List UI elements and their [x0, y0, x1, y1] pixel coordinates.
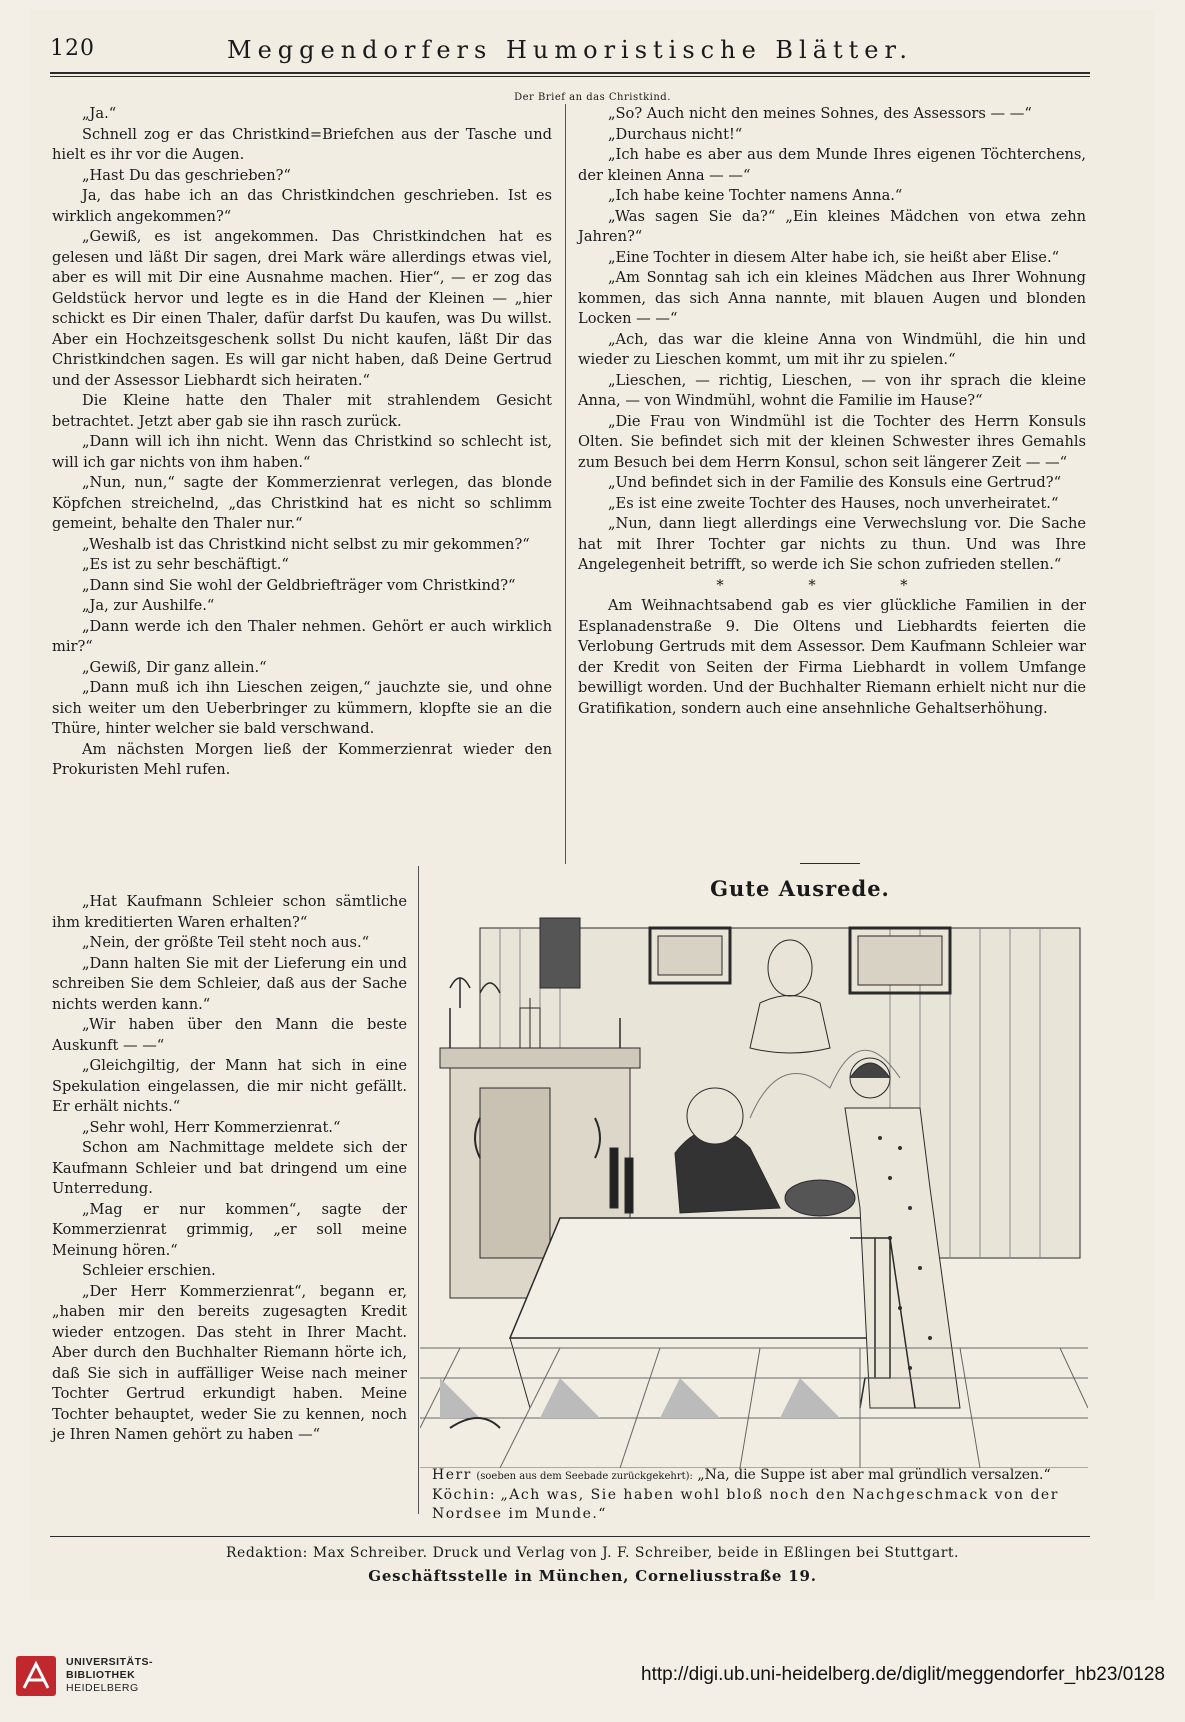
paragraph: „Durchaus nicht!“	[608, 125, 743, 143]
footer-office: Geschäftsstelle in München, Corneliusstraße 19.	[368, 1567, 817, 1585]
library-name	[66, 1656, 153, 1695]
paragraph: „Weshalb ist das Christkind nicht selbst zu mir gekommen?“	[82, 535, 530, 553]
paragraph: „Sehr wohl, Herr Kommerzienrat.“	[82, 1118, 341, 1136]
library-bar	[0, 1640, 1185, 1722]
paragraph: „Nun, dann liegt allerdings eine Verwechslung vor. Die Sache hat mit Ihrer Tochter gar nichts zu thun. Und was Ihre Angelegenheit betrifft, so werde ich Sie schon zufrieden stellen.“	[578, 515, 1086, 573]
paragraph: „Hast Du das geschrieben?“	[82, 166, 291, 184]
paragraph: Schnell zog er das Christkind=Briefchen aus der Tasche und hielt es ihr vor die Augen.	[52, 125, 552, 163]
section-break-stars: * * *	[716, 576, 948, 594]
paragraph: Schon am Nachmittage meldete sich der Kaufmann Schleier und bat dringend um eine Unterredung.	[52, 1139, 407, 1197]
paragraph: „Dann halten Sie mit der Lieferung ein und schreiben Sie dem Schleier, daß aus der Sache nichts werden kann.“	[52, 954, 407, 1013]
paragraph: „Die Frau von Windmühl ist die Tochter des Herrn Konsuls Olten. Sie befindet sich mit der kleinen Schwester ihres Gemahls zum Besuch bei dem Herrn Konsul, schon seit längerer Zeit — —“	[578, 412, 1086, 471]
paragraph: „Ich habe es aber aus dem Munde Ihres eigenen Töchterchens, der kleinen Anna — —“	[578, 146, 1086, 184]
library-name-line-1: UNIVERSITÄTS-	[66, 1656, 154, 1668]
text-column-left-lower	[52, 892, 407, 1446]
column-separator-lower	[418, 866, 419, 1514]
closing-paragraph: Am Weihnachtsabend gab es vier glückliche Familien in der Esplanadenstraße 9. Die Oltens und Liebhardts feierten die Verlobung Gertruds mit dem Assessor. Dem Kaufmann Schleier war der Kredit von Seiten der Firma Liebhardt in vollem Umfange bewilligt worden. Und der Buchhalter Riemann erhielt nicht nur die Gratifikation, sondern auch eine ansehnliche Gehaltserhöhung.	[578, 597, 1086, 717]
caption-text-2: „Ach was, Sie haben wohl bloß noch den Nachgeschmack von der Nordsee im Munde.“	[432, 1487, 1059, 1522]
column-separator	[565, 104, 566, 864]
header-rule-top	[50, 72, 1090, 74]
paragraph: „Ja.“	[82, 105, 117, 122]
paragraph: „Dann sind Sie wohl der Geldbriefträger vom Christkind?“	[82, 576, 516, 594]
cartoon-illustration	[420, 908, 1088, 1468]
library-logo-icon	[14, 1654, 58, 1698]
text-column-left	[52, 104, 552, 781]
paragraph: „Dann muß ich ihn Lieschen zeigen,“ jauchzte sie, und ohne sich weiter um den Ueberbringer zu kümmern, klopfte sie an die Thüre, hinter welcher sie bald verschwand.	[52, 679, 552, 737]
permalink-url[interactable]: http://digi.ub.uni-heidelberg.de/diglit/meggendorfer_hb23/0128	[641, 1664, 1165, 1685]
header-rule-bottom	[50, 76, 1090, 77]
paragraph: „Gewiß, es ist angekommen. Das Christkindchen hat es gelesen und läßt Dir sagen, drei Mark wäre allerdings etwas viel, aber es will mit Dir eine Ausnahme machen. Hier“, — er zog das Geldstück hervor und legte es in die Hand der Kleinen — „hier schickt es Dir einen Thaler, dafür darfst Du kaufen, was Du willst. Aber ein Hochzeitsgeschenk sollst Du nicht kaufen, läßt Dir das Christkindchen sagen. Es will gar nicht haben, daß Deine Gertrud und der Assessor Liebhardt sich heiraten.“	[52, 228, 552, 389]
paragraph: „So? Auch nicht den meines Sohnes, des Assessors — —“	[608, 105, 1032, 122]
paragraph: „Es ist eine zweite Tochter des Hauses, noch unverheiratet.“	[608, 494, 1059, 512]
caption-line-2	[432, 1486, 1084, 1524]
paragraph: „Dann will ich ihn nicht. Wenn das Christkind so schlecht ist, will ich gar nichts von ihm haben.“	[52, 433, 552, 471]
paragraph: „Hat Kaufmann Schleier schon sämtliche ihm kreditierten Waren erhalten?“	[52, 893, 407, 931]
page-number: 120	[50, 36, 95, 61]
caption-text-1: „Na, die Suppe ist aber mal gründlich versalzen.“	[697, 1467, 1051, 1483]
paragraph: „Eine Tochter in diesem Alter habe ich, sie heißt aber Elise.“	[608, 248, 1060, 266]
library-name-line-3: HEIDELBERG	[66, 1682, 139, 1694]
caption-note-1: (soeben aus dem Seebade zurückgekehrt):	[476, 1471, 693, 1482]
text-column-right	[578, 104, 1086, 719]
cartoon-title: Gute Ausrede.	[710, 876, 890, 901]
paragraph: „Wir haben über den Mann die beste Auskunft — —“	[52, 1016, 407, 1054]
paragraph: „Am Sonntag sah ich ein kleines Mädchen aus Ihrer Wohnung kommen, das sich Anna nannte, mit blauen Augen und blonden Locken — —“	[578, 269, 1086, 327]
paragraph: Ja, das habe ich an das Christkindchen geschrieben. Ist es wirklich angekommen?“	[52, 187, 552, 225]
cartoon-rule	[800, 863, 860, 864]
paragraph: Die Kleine hatte den Thaler mit strahlendem Gesicht betrachtet. Jetzt aber gab sie ihn rasch zurück.	[52, 392, 552, 430]
paragraph: „Lieschen, — richtig, Lieschen, — von ihr sprach die kleine Anna, — von Windmühl, wohnt die Familie im Hause?“	[578, 371, 1086, 409]
running-header	[50, 36, 1090, 76]
paragraph: „Und befindet sich in der Familie des Konsuls eine Gertrud?“	[608, 474, 1062, 491]
library-name-line-2: BIBLIOTHEK	[66, 1669, 136, 1681]
paragraph: „Ich habe keine Tochter namens Anna.“	[608, 187, 903, 204]
paragraph: „Ach, das war die kleine Anna von Windmühl, die hin und wieder zu Lieschen kommt, um mit ihr zu spielen.“	[578, 330, 1086, 368]
paragraph: „Gewiß, Dir ganz allein.“	[82, 658, 267, 676]
story-title: Der Brief an das Christkind.	[514, 92, 671, 103]
paragraph: „Nun, nun,“ sagte der Kommerzienrat verlegen, das blonde Köpfchen streichelnd, „das Christkind hat es nicht so schlimm gemeint, behalte den Thaler nur.“	[52, 474, 552, 532]
caption-speaker-1: Herr	[432, 1467, 472, 1483]
caption-speaker-2: Köchin:	[432, 1487, 497, 1503]
paragraph: „Es ist zu sehr beschäftigt.“	[82, 556, 289, 573]
paragraph: „Gleichgiltig, der Mann hat sich in eine Spekulation eingelassen, die mir nicht gefällt. Er erhält nichts.“	[52, 1057, 407, 1115]
paragraph: „Ja, zur Aushilfe.“	[82, 597, 215, 614]
journal-title: Meggendorfers Humoristische Blätter.	[227, 36, 913, 64]
paragraph: „Mag er nur kommen“, sagte der Kommerzienrat grimmig, „er soll meine Meinung hören.“	[52, 1200, 407, 1259]
paragraph: „Dann werde ich den Thaler nehmen. Gehört er auch wirklich mir?“	[52, 617, 552, 655]
paragraph: Schleier erschien.	[82, 1262, 216, 1279]
footer-rule	[50, 1536, 1090, 1537]
caption-line-1	[432, 1466, 1084, 1486]
paragraph: „Was sagen Sie da?“ „Ein kleines Mädchen von etwa zehn Jahren?“	[578, 207, 1086, 245]
paragraph: Am nächsten Morgen ließ der Kommerzienrat wieder den Prokuristen Mehl rufen.	[52, 740, 552, 778]
paragraph: „Der Herr Kommerzienrat“, begann er, „haben mir den bereits zugesagten Kredit wieder entzogen. Das steht in Ihrer Macht. Aber durch den Buchhalter Riemann hörte ich, daß Sie sich in auffälliger Weise nach meiner Tochter Gertrud erkundigt haben. Meine Tochter behauptet, weder Sie zu kennen, noch je Ihren Namen gehört zu haben —“	[52, 1282, 407, 1443]
paragraph: „Nein, der größte Teil steht noch aus.“	[82, 934, 370, 951]
cartoon-caption	[432, 1466, 1084, 1524]
footer-imprint: Redaktion: Max Schreiber. Druck und Verlag von J. F. Schreiber, beide in Eßlingen bei Stuttgart.	[226, 1545, 959, 1561]
